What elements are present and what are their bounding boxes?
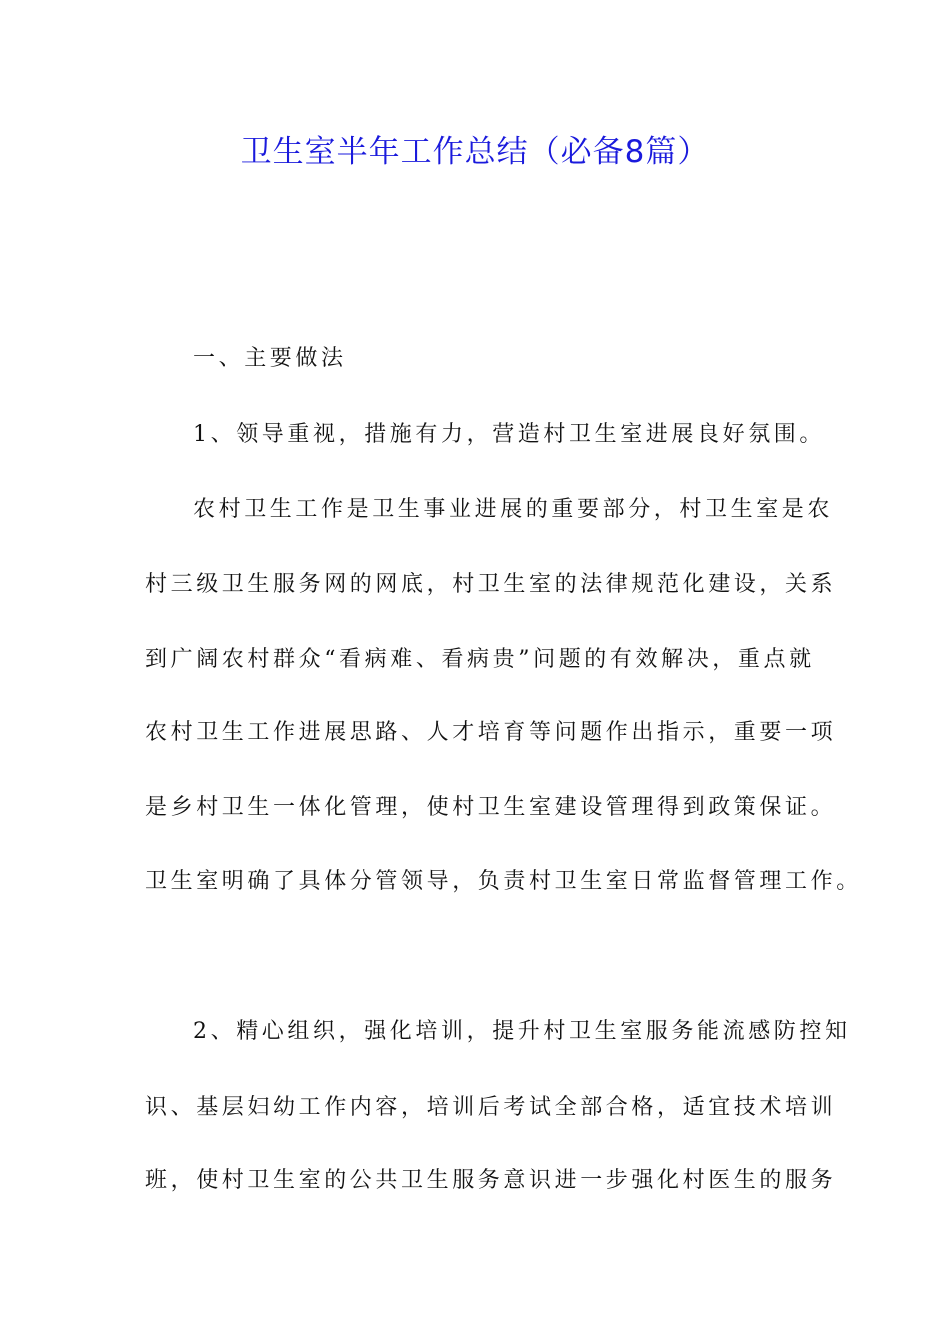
- paragraph-line: 农村卫生工作进展思路、人才培育等问题作出指示，重要一项: [145, 720, 837, 745]
- paragraph-line: 识、基层妇幼工作内容，培训后考试全部合格，适宜技术培训: [145, 1095, 837, 1120]
- document-title: 卫生室半年工作总结（必备8篇）: [240, 134, 710, 170]
- paragraph-line: 2、精心组织，强化培训，提升村卫生室服务能流感防控知: [193, 1019, 851, 1044]
- paragraph-line: 卫生室明确了具体分管领导，负责村卫生室日常监督管理工作。: [145, 869, 862, 894]
- paragraph-line: 农村卫生工作是卫生事业进展的重要部分，村卫生室是农: [193, 497, 834, 522]
- paragraph-line: 村三级卫生服务网的网底，村卫生室的法律规范化建设，关系: [145, 572, 837, 597]
- paragraph-line: 到广阔农村群众“看病难、看病贵”问题的有效解决，重点就: [145, 647, 815, 672]
- paragraph-line: 班，使村卫生室的公共卫生服务意识进一步强化村医生的服务: [145, 1168, 837, 1193]
- paragraph-line: 是乡村卫生一体化管理，使村卫生室建设管理得到政策保证。: [145, 795, 837, 820]
- paragraph-line: 1、领导重视，措施有力，营造村卫生室进展良好氛围。: [193, 422, 825, 447]
- section-heading: 一、主要做法: [193, 346, 347, 371]
